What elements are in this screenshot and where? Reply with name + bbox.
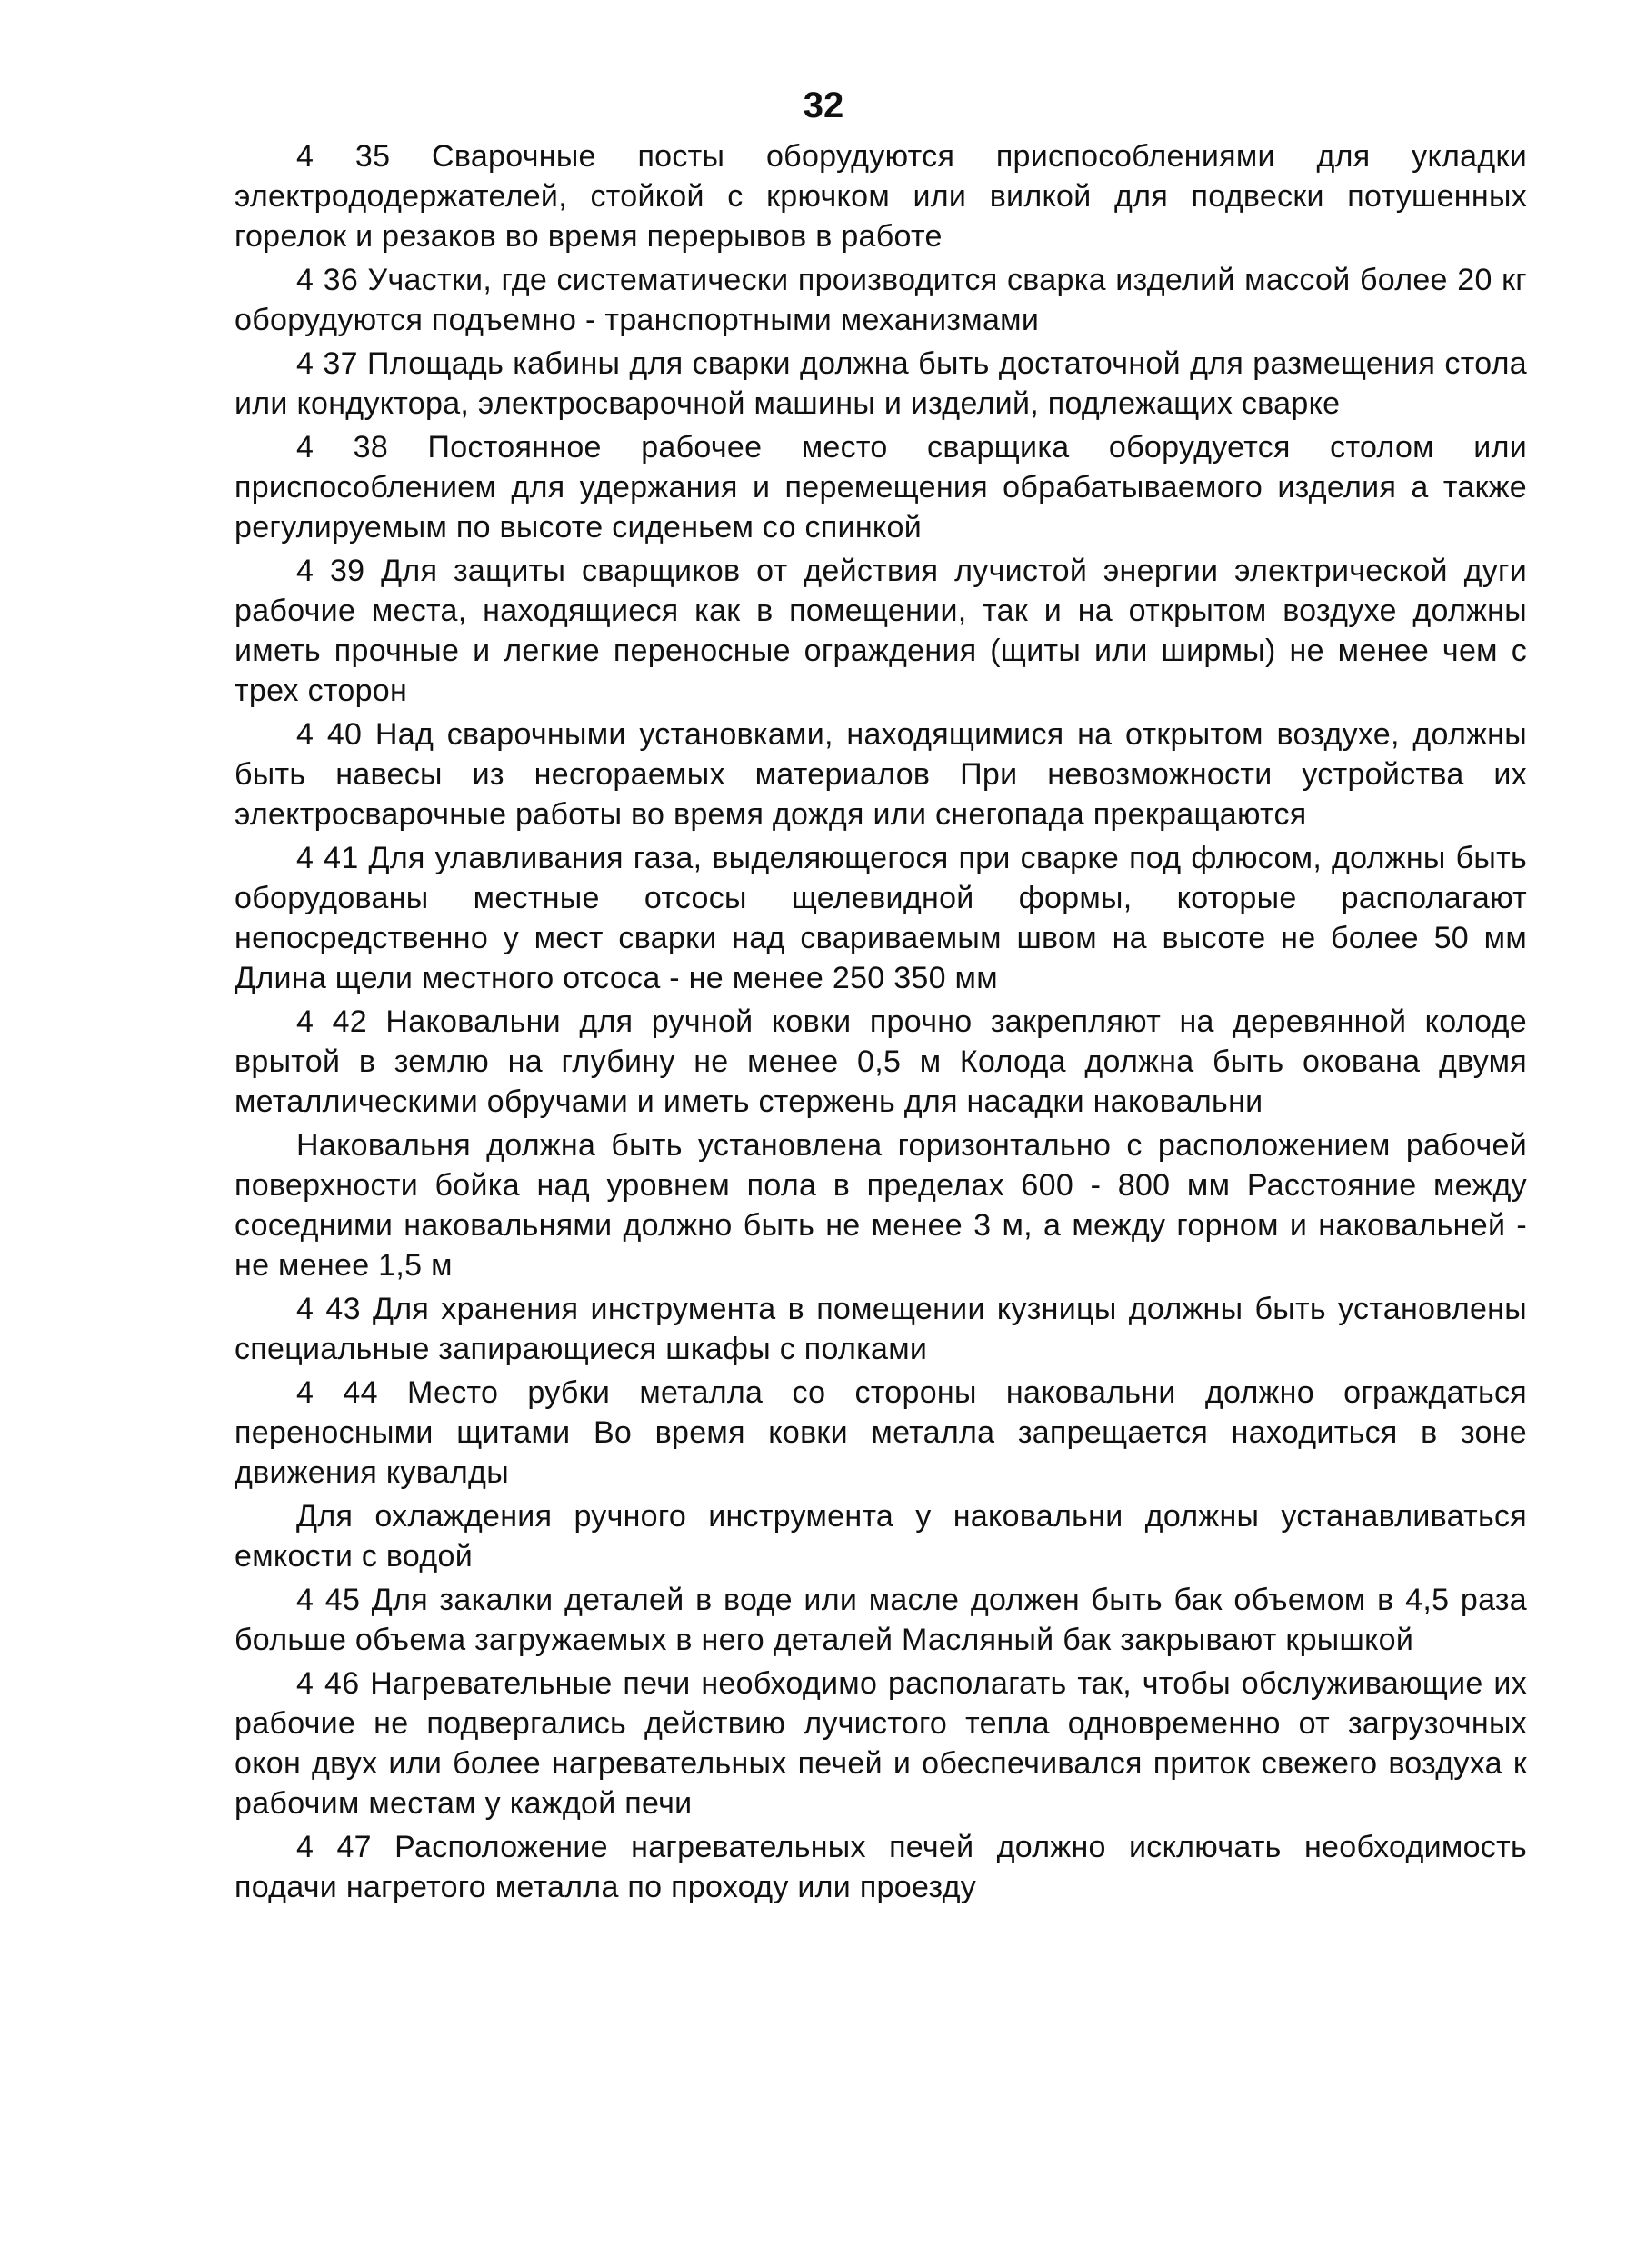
paragraph-4-35: 4 35 Сварочные посты оборудуются приспособлениями для укладки электрододержателей, стойкой с крючком или вилкой для подвески потушенных горелок и резаков во время перерывов в работе bbox=[235, 139, 1527, 254]
paragraph-4-47: 4 47 Расположение нагревательных печей должно исключать необходимость подачи нагретого металла по проходу или проезду bbox=[235, 1830, 1527, 1904]
paragraph-4-36: 4 36 Участки, где систематически производится сварка изделий массой более 20 кг оборудуются подъемно - транспортными механизмами bbox=[235, 263, 1527, 337]
paragraph-4-37: 4 37 Площадь кабины для сварки должна быть достаточной для размещения стола или кондуктора, электросварочной машины и изделий, подлежащих сварке bbox=[235, 346, 1527, 421]
paragraph-4-46: 4 46 Нагревательные печи необходимо располагать так, чтобы обслуживающие их рабочие не подвергались действию лучистого тепла одновременно от загрузочных окон двух или более нагревательных печей и обеспечивался приток свежего воздуха к рабочим местам у каждой печи bbox=[235, 1666, 1527, 1821]
paragraph-4-39: 4 39 Для защиты сварщиков от действия лучистой энергии электрической дуги рабочие места, находящиеся как в помещении, так и на открытом воздухе должны иметь прочные и легкие переносные ограждения (щиты или ширмы) не менее чем с трех сторон bbox=[235, 554, 1527, 708]
paragraph-4-42-continued: Наковальня должна быть установлена горизонтально с расположением рабочей поверхности бойка над уровнем пола в пределах 600 - 800 мм Расстояние между соседними наковальнями должно быть не менее 3 м, а между горном и наковальней - не менее 1,5 м bbox=[235, 1128, 1527, 1283]
paragraph-4-44-continued: Для охлаждения ручного инструмента у наковальни должны устанавливаться емкости с водой bbox=[235, 1499, 1527, 1574]
paragraph-4-40: 4 40 Над сварочными установками, находящимися на открытом воздухе, должны быть навесы из несгораемых материалов При невозможности устройства их электросварочные работы во время дождя или снегопада прекращаются bbox=[235, 717, 1527, 832]
paragraph-4-42: 4 42 Наковальни для ручной ковки прочно закрепляют на деревянной колоде врытой в землю на глубину не менее 0,5 м Колода должна быть окована двумя металлическими обручами и иметь стержень для насадки наковальни bbox=[235, 1004, 1527, 1119]
paragraph-4-38: 4 38 Постоянное рабочее место сварщика оборудуется столом или приспособлением для удержания и перемещения обрабатываемого изделия а также регулируемым по высоте сиденьем со спинкой bbox=[235, 430, 1527, 545]
paragraph-4-43: 4 43 Для хранения инструмента в помещении кузницы должны быть установлены специальные запирающиеся шкафы с полками bbox=[235, 1292, 1527, 1366]
paragraph-4-41: 4 41 Для улавливания газа, выделяющегося при сварке под флюсом, должны быть оборудованы местные отсосы щелевидной формы, которые располагают непосредственно у мест сварки над свариваемым швом на высоте не более 50 мм Длина щели местного отсоса - не менее 250 350 мм bbox=[235, 841, 1527, 995]
page-number: 32 bbox=[803, 85, 844, 125]
document-body bbox=[235, 136, 1527, 1911]
paragraph-4-44: 4 44 Место рубки металла со стороны наковальни должно ограждаться переносными щитами Во время ковки металла запрещается находиться в зоне движения кувалды bbox=[235, 1375, 1527, 1490]
paragraph-4-45: 4 45 Для закалки деталей в воде или масле должен быть бак объемом в 4,5 раза больше объема загружаемых в него деталей Масляный бак закрывают крышкой bbox=[235, 1583, 1527, 1657]
